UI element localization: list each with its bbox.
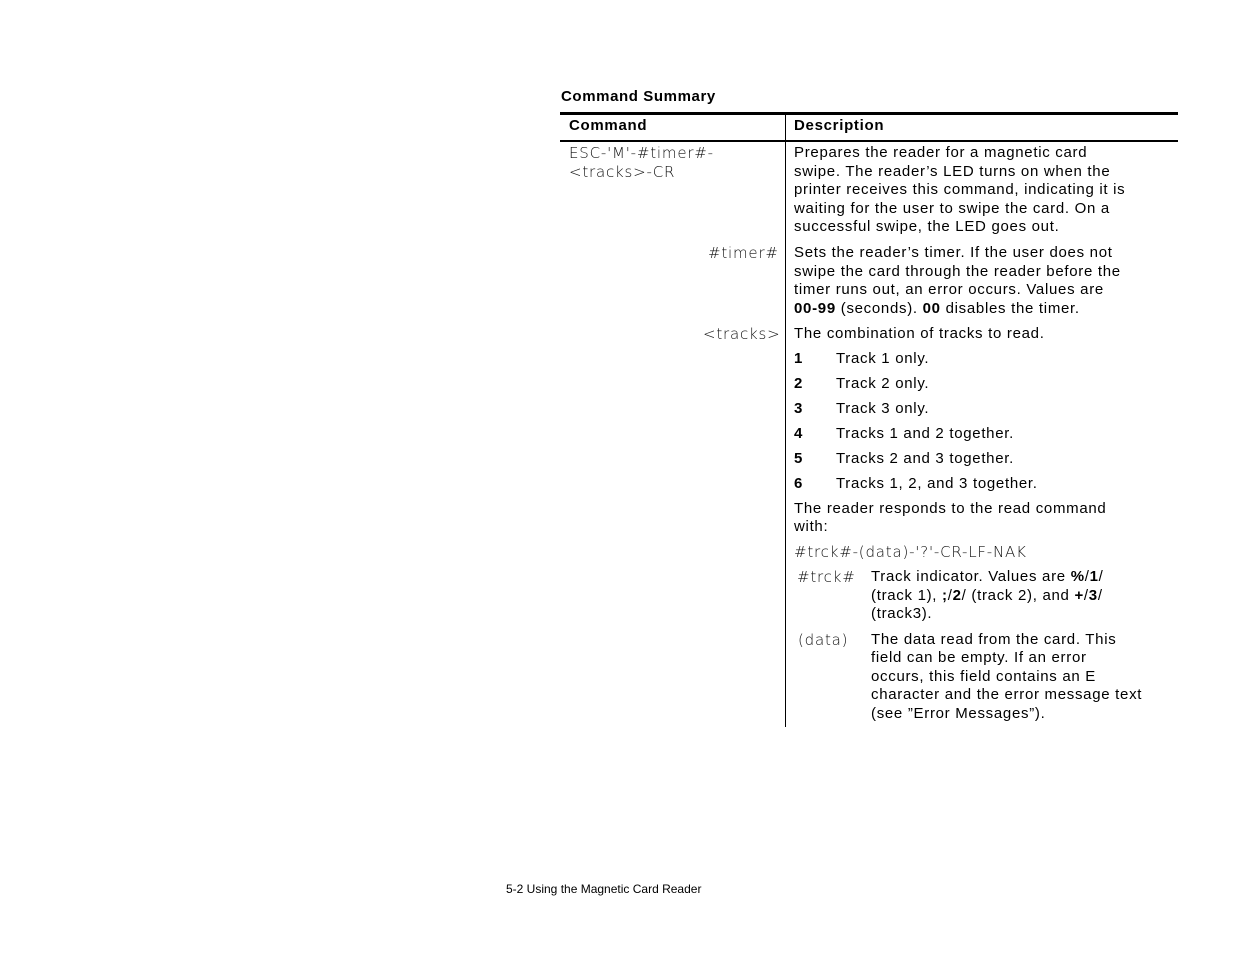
track-option-text: Track 3 only.: [836, 400, 930, 417]
data-description-line: The data read from the card. This: [871, 631, 1117, 648]
track-option-number: 6: [794, 475, 803, 492]
timer-param: #timer#: [708, 244, 779, 262]
data-term: (data): [798, 631, 849, 649]
track-option-number: 1: [794, 350, 803, 367]
track-option-number: 4: [794, 425, 803, 442]
timer-description-line: swipe the card through the reader before the: [794, 263, 1121, 280]
timer-disable-value: 00: [922, 300, 941, 317]
track-option-text: Track 2 only.: [836, 375, 930, 392]
timer-description-line: timer runs out, an error occurs. Values are: [794, 281, 1104, 298]
track-option-number: 3: [794, 400, 803, 417]
page-footer: 5-2 Using the Magnetic Card Reader: [506, 882, 702, 896]
track-option-text: Tracks 2 and 3 together.: [836, 450, 1015, 467]
track-option-text: Tracks 1 and 2 together.: [836, 425, 1015, 442]
timer-description-line: Sets the reader’s timer. If the user does not: [794, 244, 1113, 261]
response-intro-line: The reader responds to the read command: [794, 500, 1107, 517]
data-description-line: character and the error message text: [871, 686, 1143, 703]
data-description-line: occurs, this field contains an E: [871, 668, 1097, 685]
header-command: Command: [569, 117, 648, 134]
trck-description-line2: (track 1), ;/2/ (track 2), and +/3/: [871, 587, 1103, 604]
tracks-param: <tracks>: [703, 325, 781, 343]
response-format: #trck#-(data)-'?'-CR-LF-NAK: [794, 543, 1027, 561]
trck-description-line1: Track indicator. Values are %/1/: [871, 568, 1104, 585]
header-description: Description: [794, 117, 885, 134]
timer-range-value: 00-99: [794, 300, 836, 317]
track-option-text: Track 1 only.: [836, 350, 930, 367]
trck-term: #trck#: [797, 568, 856, 586]
command-description-line: printer receives this command, indicating it is: [794, 181, 1126, 198]
data-description-line: (see ”Error Messages”).: [871, 705, 1046, 722]
trck-description-line3: (track3).: [871, 605, 933, 622]
column-divider: [785, 115, 786, 727]
section-title: Command Summary: [561, 88, 716, 105]
table-top-rule: [560, 112, 1178, 115]
command-description-line: swipe. The reader’s LED turns on when the: [794, 163, 1111, 180]
track-option-number: 5: [794, 450, 803, 467]
command-syntax-line2: <tracks>-CR: [569, 163, 676, 181]
track-option-text: Tracks 1, 2, and 3 together.: [836, 475, 1038, 492]
response-intro-line: with:: [794, 518, 829, 535]
command-syntax-line1: ESC-'M'-#timer#-: [569, 144, 714, 162]
timer-description-last-line: 00-99 (seconds). 00 disables the timer.: [794, 300, 1080, 317]
track-option-number: 2: [794, 375, 803, 392]
tracks-intro: The combination of tracks to read.: [794, 325, 1045, 342]
command-description-line: successful swipe, the LED goes out.: [794, 218, 1060, 235]
table-header-rule: [560, 140, 1178, 142]
data-description-line: field can be empty. If an error: [871, 649, 1087, 666]
command-description-line: waiting for the user to swipe the card. On a: [794, 200, 1110, 217]
command-description-line: Prepares the reader for a magnetic card: [794, 144, 1088, 161]
